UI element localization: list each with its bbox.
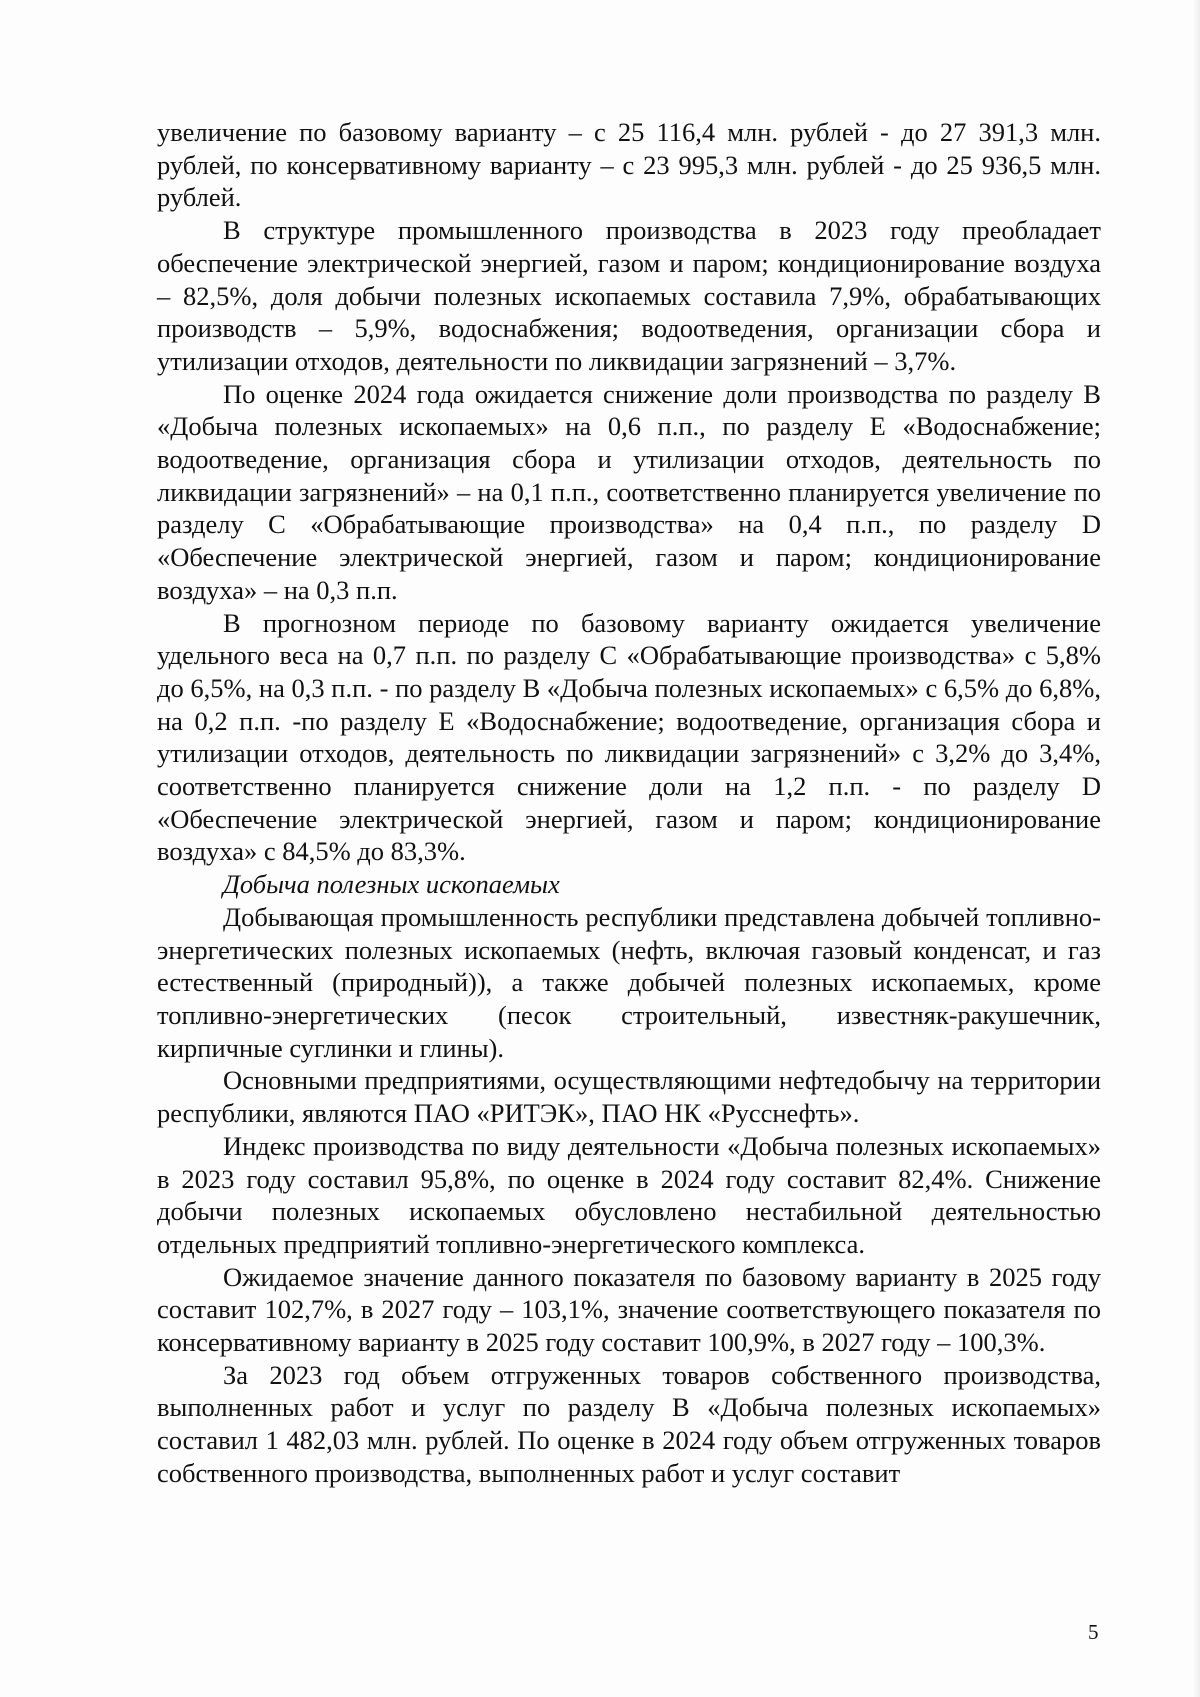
paragraph-shipped-goods: За 2023 год объем отгруженных товаров собственного производства, выполненных работ и услуг по разделу В «Добыча полезных ископаемых» составил 1 482,03 млн. рублей. По оценке в 2024 году объем отгруженных товаров собственного производства, выполненных работ и услуг составит <box>157 1359 1101 1488</box>
paragraph-continuation: увеличение по базовому варианту – с 25 116,4 млн. рублей - до 27 391,3 млн. рублей, по консервативному варианту – с 23 995,3 млн. рублей - до 25 936,5 млн. рублей. <box>157 117 1101 213</box>
page-number: 5 <box>1088 1620 1099 1644</box>
paragraph-2024-estimate: По оценке 2024 года ожидается снижение доли производства по разделу В «Добыча полезных ископаемых» на 0,6 п.п., по разделу Е «Водоснабжение; водоотведение, организация сбора и утилизации отходов, деятельность по ликвидации загрязнений» – на 0,1 п.п., соответственно планируется увеличение по разделу С «Обрабатывающие производства» на 0,4 п.п., по разделу D «Обеспечение электрической энергией, газом и паром; кондиционирование воздуха» – на 0,3 п.п. <box>157 378 1101 605</box>
paragraph-main-enterprises: Основными предприятиями, осуществляющими нефтедобычу на территории республики, являются ПАО «РИТЭК», ПАО НК «Русснефть». <box>157 1065 1101 1129</box>
scan-edge-shadow <box>1192 0 1200 1697</box>
paragraph-production-index: Индекс производства по виду деятельности «Добыча полезных ископаемых» в 2023 году составил 95,8%, по оценке в 2024 году составит 82,4%. Снижение добычи полезных ископаемых обусловлено нестабильной деятельностью отдельных предприятий топливно-энергетического комплекса. <box>157 1130 1101 1259</box>
section-heading-mining: Добыча полезных ископаемых <box>223 869 560 900</box>
paragraph-industry-structure: В структуре промышленного производства в 2023 году преобладает обеспечение электрической энергией, газом и паром; кондиционирование воздуха – 82,5%, доля добычи полезных ископаемых составила 7,9%, обрабатывающих производств – 5,9%, водоснабжения; водоотведения, организации сбора и утилизации отходов, деятельности по ликвидации загрязнений – 3,7%. <box>157 215 1101 376</box>
paragraph-forecast-period: В прогнозном периоде по базовому варианту ожидается увеличение удельного веса на 0,7 п.п. по разделу С «Обрабатывающие производства» с 5,8% до 6,5%, на 0,3 п.п. - по разделу В «Добыча полезных ископаемых» с 6,5% до 6,8%, на 0,2 п.п. -по разделу Е «Водоснабжение; водоотведение, организация сбора и утилизации отходов, деятельность по ликвидации загрязнений» с 3,2% до 3,4%, соответственно планируется снижение доли на 1,2 п.п. - по разделу D «Обеспечение электрической энергией, газом и паром; кондиционирование воздуха» с 84,5% до 83,3%. <box>157 607 1101 867</box>
paragraph-mining-industry: Добывающая промышленность республики представлена добычей топливно-энергетических полезных ископаемых (нефть, включая газовый конденсат, и газ естественный (природный)), а также добычей полезных ископаемых, кроме топливно-энергетических (песок строительный, известняк-ракушечник, кирпичные суглинки и глины). <box>157 901 1101 1063</box>
paragraph-expected-values: Ожидаемое значение данного показателя по базовому варианту в 2025 году составит 102,7%, в 2027 году – 103,1%, значение соответствующего показателя по консервативному варианту в 2025 году составит 100,9%, в 2027 году – 100,3%. <box>157 1261 1101 1358</box>
document-body <box>157 116 1101 1490</box>
